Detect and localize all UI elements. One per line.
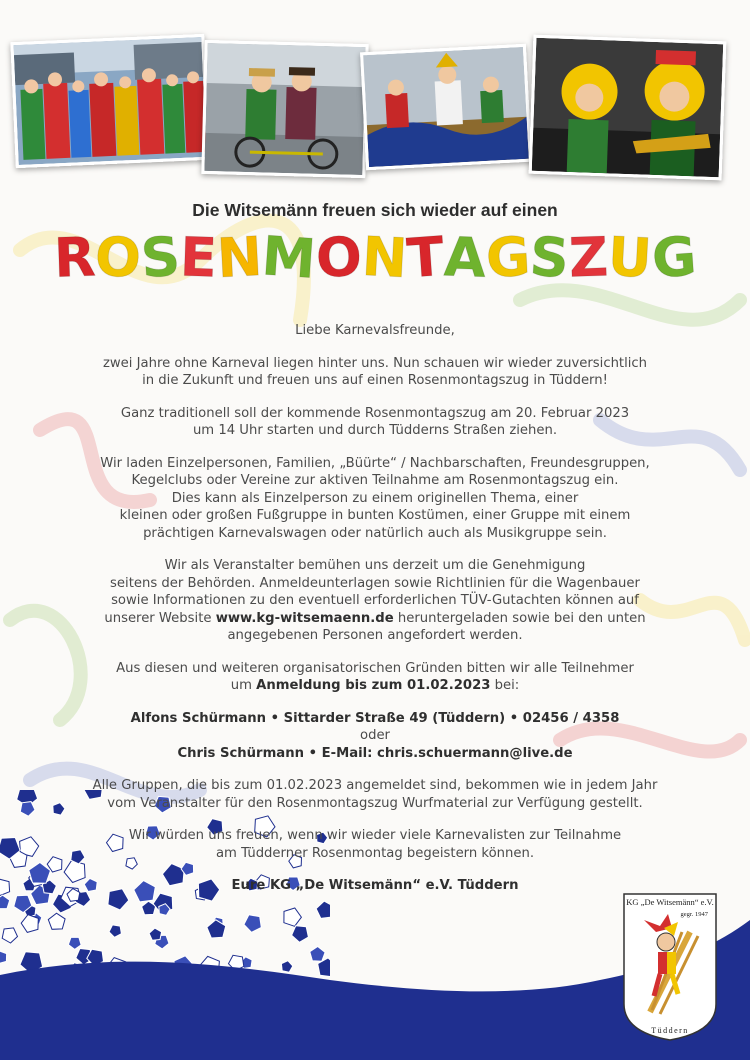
contact-separator: oder xyxy=(360,728,390,743)
headline-letter: E xyxy=(179,225,219,290)
paragraph-7: Wir würden uns freuen, wenn wir wieder viele Karnevalisten zur Teilnahme am Tüdderner Rosenmontag begeistern können. xyxy=(128,828,622,861)
headline-letter: M xyxy=(260,224,319,291)
carnival-float-photo xyxy=(360,44,532,171)
headline-letter: Z xyxy=(567,225,610,290)
headline-letter: T xyxy=(404,224,447,291)
signature: Eure KG „De Witsemänn“ e.V. Tüddern xyxy=(231,878,519,893)
carnival-tandem-bike-photo xyxy=(201,40,368,178)
paragraph-6: Alle Gruppen, die bis zum 01.02.2023 angemeldet sind, bekommen wie in jedem Jahr vom Veranstalter für den Rosenmontagszug Wurfmaterial zur Verfügung gestellt. xyxy=(92,778,658,811)
contact-chris: Chris Schürmann • E-Mail: chris.schuermann@live.de xyxy=(177,745,573,761)
carnival-crowd-photo xyxy=(10,34,209,168)
paragraph-5: Aus diesen und weiteren organisatorischen Gründen bitten wir alle Teilnehmer um Anmeldung bis zum 01.02.2023 bei: xyxy=(116,660,634,693)
headline-letter: N xyxy=(215,224,264,291)
paragraph-2: Ganz traditionell soll der kommende Rosenmontagszug am 20. Februar 2023 um 14 Uhr starten und durch Tüdderns Straßen ziehen. xyxy=(120,405,630,438)
headline-rosenmontagszug xyxy=(0,226,750,289)
headline-letter: U xyxy=(606,224,654,291)
letter-body xyxy=(60,322,690,910)
confetti-piece xyxy=(20,802,35,817)
headline-letter: A xyxy=(442,225,487,290)
headline-letter: S xyxy=(139,224,183,291)
paragraph-3: Wir laden Einzelpersonen, Familien, „Büürte“ / Nachbarschaften, Freundesgruppen, Kegelclubs oder Vereine zur aktiven Teilnahme am Rosenmontagszug ein. Dies kann als Einzelperson zu einem originellen Thema, einer kleinen oder großen Fußgruppe in bunten Kostümen, einer Gruppe mit einem prächtigen Karnevalswagen oder natürlich auch als Musikgruppe sein. xyxy=(100,455,650,541)
headline-letter: N xyxy=(360,224,409,291)
headline-letter: S xyxy=(527,224,572,291)
registration-deadline: Anmeldung bis zum 01.02.2023 xyxy=(256,678,491,693)
contact-alfons: Alfons Schürmann • Sittarder Straße 49 (Tüddern) • 02456 / 4358 xyxy=(130,710,620,726)
headline-letter: O xyxy=(314,225,363,290)
headline-letter: G xyxy=(484,224,532,291)
headline-letter: O xyxy=(93,224,143,291)
crest-town: Tüddern xyxy=(651,1026,689,1035)
paragraph-4: Wir als Veranstalter bemühen uns derzeit um die Genehmigung seitens der Behörden. Anmeldeunterlagen sowie Richtlinien für die Wagenbauer sowie Informationen zu den eventuell erforderlichen TÜV-Gutachten können auf unserer Website www.kg-witsemaenn.de heruntergeladen sowie bei den unten angegebenen Personen angefordert werden. xyxy=(104,558,646,643)
photo-strip xyxy=(0,0,750,190)
headline-letter: G xyxy=(649,224,699,291)
crest-name: KG „De Witsemänn“ e.V. xyxy=(626,897,714,907)
intro-heading: Die Witsemänn freuen sich wieder auf einen xyxy=(192,200,558,220)
paragraph-1: zwei Jahre ohne Karneval liegen hinter uns. Nun schauen wir wieder zuversichtlich in die Zukunft und freuen uns auf einen Rosenmontagszug in Tüddern! xyxy=(102,355,648,388)
jester-crest-icon xyxy=(620,892,720,1042)
headline-letter: R xyxy=(52,225,97,290)
crest-founded: gegr. 1947 xyxy=(680,911,708,918)
contact-block xyxy=(60,710,690,763)
carnival-band-photo xyxy=(529,35,727,181)
website-link[interactable]: www.kg-witsemaenn.de xyxy=(215,610,394,626)
greeting: Liebe Karnevalsfreunde, xyxy=(295,323,455,338)
